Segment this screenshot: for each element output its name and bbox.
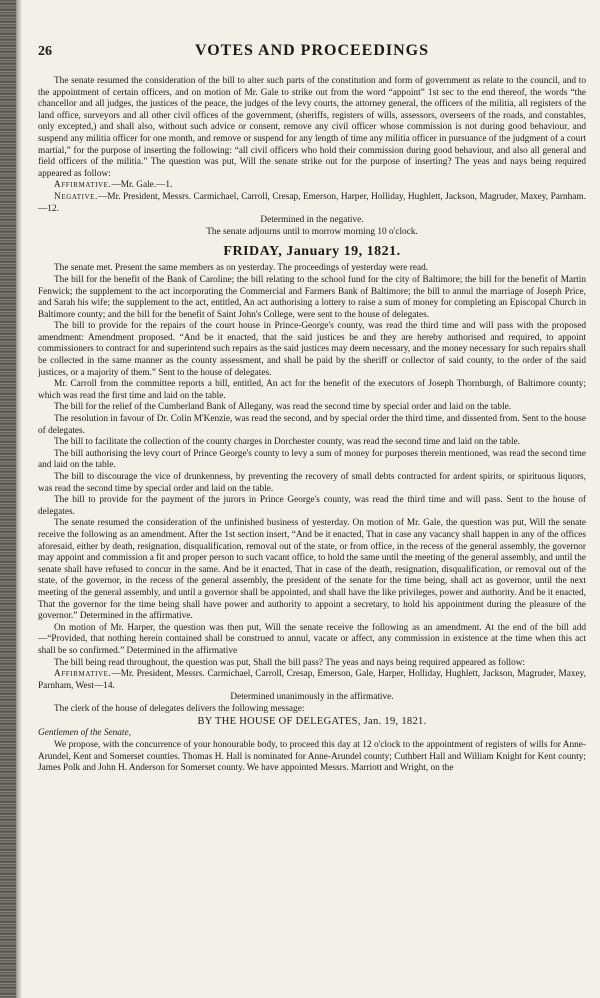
paragraph-constitution-bill: The senate resumed the consideration of the bill to alter such parts of the constitution and form of government as relate to the council, and to the appointment of certain officers, and on motion of Mr. Gale to strike out from the word “appoint” 1st sec to the end thereof, the words “the chancellor and all judges, the justices of the peace, the judges of the levy courts, the attorney general, the officers of the militia, all registers of the land office, surveyors and all other civil offices of the government, (sheriffs, registers of wills, assessors, overseers of the roads, and constables, only excepted,) and shall also, without such advice or consent, remove any civil officer whose commission is not during good behaviour, and suspend any militia officer for one month, and remove or suspend for any length of time any militia officer in pursuance of the judgment of a court martial,” for the purpose of inserting the following: “all civil officers who hold their commission during good behaviour, and also all general and field officers of the militia.” The question was put, Will the senate strike out for the purpose of inserting? The yeas and nays being required appeared as follow: — [38, 76, 586, 179]
paragraph: The bill to facilitate the collection of the county charges in Dorchester county, was read the second time and laid on the table. — [54, 437, 520, 448]
message-salutation: Gentlemen of the Senate, — [38, 728, 131, 739]
paragraph: The bill to provide for the repairs of the court house in Prince-George's county, was read the third time and will pass with the proposed amendment: Amendment proposed. “And be it enacted, that the said justices be and they are hereby authorised and required, to appoint commissioners to contract for and superintend such repairs as the said justices may deem necessary, and the money necessary for such repairs shall be collected in the same manner as the county assessment, and shall be paid by the sheriff or collector of said county, to the order of the said justices, or a majority of them.” Sent to the house of delegates. — [38, 321, 586, 378]
paragraph: The bill for the benefit of the Bank of Caroline; the bill relating to the school fund for the city of Baltimore; the bill for the benefit of Martin Fenwick; the supplement to the act incorporating the Commercial and Farmers Bank of Baltimore; the bill to annul the marriage of Joseph Price, and Sarah his wife; the supplement to the act, entitled, An act authorising a lottery to raise a sum of money for completing an Episcopal Church in Baltimore county; and the bill for the benefit of Saint John's College, were sent to the house of delegates. — [38, 274, 586, 320]
message-intro: The clerk of the house of delegates delivers the following message: — [54, 703, 305, 714]
page-title: VOTES AND PROCEEDINGS — [194, 42, 430, 59]
paragraph: The bill authorising the levy court of Prince George's county to levy a sum of money for purposes therein mentioned, was read the second time and laid on the table. — [38, 448, 586, 471]
paragraph: The bill for the relief of the Cumberland Bank of Allegany, was read the second time by special order and laid on the table. — [54, 402, 512, 413]
document-page — [38, 42, 586, 992]
paragraph: The senate met. Present the same members as on yesterday. The proceedings of yesterday were read. — [54, 263, 429, 274]
affirmative-label: Affirmative. — [54, 180, 112, 191]
vote-affirmative-1 — [38, 180, 586, 192]
determination-2: Determined unanimously in the affirmative. — [230, 692, 394, 703]
vote-affirmative-2 — [38, 669, 586, 692]
paragraph: The bill to provide for the payment of the jurors in Prince George's county, was read the third time and will pass. Sent to the house of delegates. — [38, 495, 586, 517]
determination-1: Determined in the negative. — [260, 215, 364, 226]
paragraph: The senate resumed the consideration of the unfinished business of yesterday. On motion of Mr. Gale, the question was put, Will the senate receive the following as an amendment. After the 1st section insert, “And be it enacted, That in case any vacancy shall happen in any of the offices aforesaid, either by death, resignation, disqualification, removal out of the state, or from office, in the recess of the general assembly, the governor may appoint and commission a fit and proper person to such vacant office, to hold the same until the meeting of the general assembly, and until the senate shall have refused to concur in the same. And be it enacted, That in case of the death, resignation, disqualification, or removal out of the state, of the governor, in the recess of the general assembly, the president of the senate for the time being, shall act as governor, until the next meeting of the general assembly, and until a governor shall be appointed, and shall have the like privileges, power and authority. And be it enacted, That the governor for the time being shall have power and authority to appoint a secretary, to hold his appointment during the pleasure of the governor.” Determined in the affirmative. — [38, 518, 586, 622]
paragraph: On motion of Mr. Harper, the question was then put, Will the senate receive the following as an amendment. At the end of the bill add—“Provided, that nothing herein contained shall be construed to annul, vacate or affect, any commission in existence at the time when this act shall be so confirmed.” Determined in the affirmative — [38, 622, 586, 656]
vote-negative-1 — [38, 192, 586, 215]
date-heading: FRIDAY, January 19, 1821. — [223, 244, 401, 260]
message-text: We propose, with the concurrence of your honourable body, to proceed this day at 12 o'clock to the appointment of registers of wills for Anne-Arundel, Kent and Somerset counties. Thomas H. Hall is nominated for Anne-Arundel county; Cuthbert Hall and William Knight for Kent county; James Polk and John H. Anderson for Somerset county. We have appointed Messrs. Marriott and Wright, on the — [38, 740, 586, 774]
adjournment: The senate adjourns until to morrow morning 10 o'clock. — [206, 226, 418, 237]
binding-shadow — [16, 0, 22, 998]
negative-names: —Mr. President, Messrs. Carmichael, Carroll, Cresap, Emerson, Harper, Holliday, Hughlett, Jackson, Magruder, Maxey, Parnham.—12. — [38, 191, 586, 214]
paragraph: Mr. Carroll from the committee reports a bill, entitled, An act for the benefit of the executors of Joseph Thornburgh, of Baltimore county; which was read the first time and laid on the table. — [38, 379, 586, 401]
message-heading: BY THE HOUSE OF DELEGATES, Jan. 19, 1821. — [197, 716, 427, 728]
affirmative-names: —Mr. President, Messrs. Carmichael, Carroll, Cresap, Emerson, Gale, Harper, Holliday, Hughlett, Jackson, Magruder, Maxey, Parnham, West—14. — [38, 669, 586, 691]
affirmative-names: —Mr. Gale.—1. — [111, 180, 173, 191]
paragraph: The bill to discourage the vice of drunkenness, by preventing the recovery of small debts contracted for ardent spirits, or spirituous liquors, was read the second time by special order and laid on the table. — [38, 472, 586, 494]
affirmative-label: Affirmative. — [54, 669, 112, 680]
paragraph: The resolution in favour of Dr. Colin M'Kenzie, was read the second, and by special order the third time, and dissented from. Sent to the house of delegates. — [38, 414, 586, 436]
running-head — [38, 42, 586, 62]
page-binding-edge — [0, 0, 16, 998]
page-number: 26 — [38, 44, 52, 59]
paragraph: The bill being read throughout, the question was put, Shall the bill pass? The yeas and nays being required appeared as follow: — [54, 657, 526, 668]
negative-label: Negative. — [54, 191, 98, 202]
